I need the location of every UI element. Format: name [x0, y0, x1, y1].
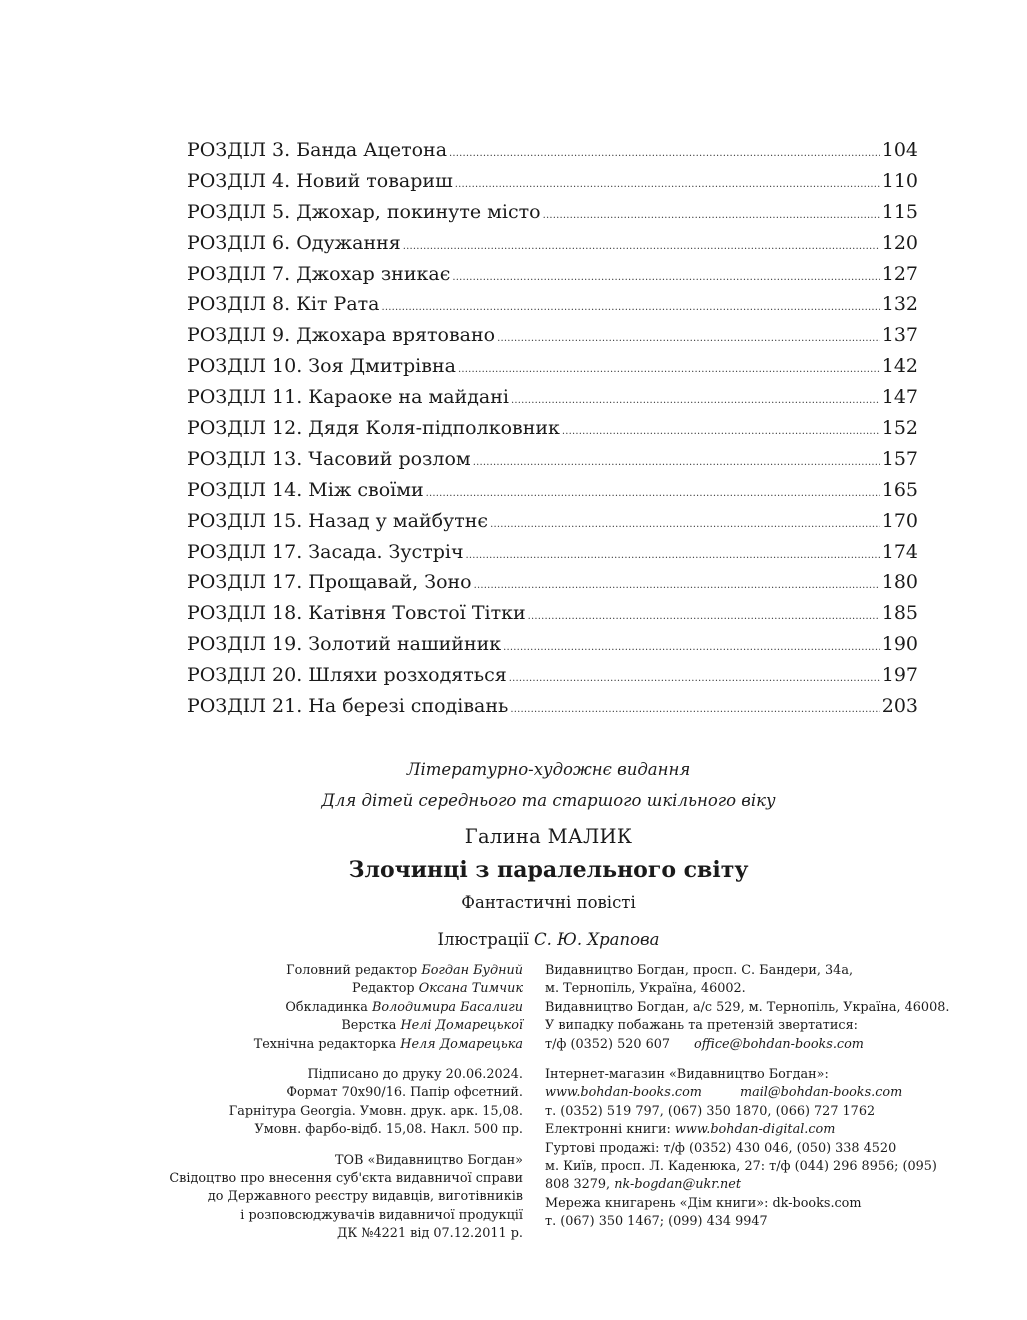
publisher-column — [545, 962, 965, 1232]
credit-role: Верстка — [341, 1018, 397, 1034]
shop-phones: т. (0352) 519 797, (067) 350 1870, (066) 727 1762 — [545, 1103, 876, 1119]
credit-person: Оксана Тимчик — [418, 981, 523, 997]
toc-entry — [187, 263, 918, 294]
publisher-address: Видавництво Богдан, просп. С. Бандери, 34а, — [545, 963, 854, 978]
toc-entry-title: РОЗДІЛ 13. Часовий розлом — [187, 447, 471, 470]
credit-role: Технічна редакторка — [253, 1036, 397, 1052]
toc-leader-dots — [562, 426, 880, 437]
certificate-line: і розповсюджувачів видавничої продукції — [240, 1207, 523, 1223]
shop-site: www.bohdan-books.com — [545, 1085, 702, 1101]
toc-leader-dots — [452, 272, 879, 283]
kyiv-contacts — [545, 1176, 965, 1194]
toc-entry-title: РОЗДІЛ 6. Одужання — [187, 231, 401, 254]
toc-entry-title: РОЗДІЛ 19. Золотий нашийник — [187, 633, 502, 656]
toc-leader-dots — [474, 580, 880, 591]
toc-entry-page: 180 — [881, 571, 918, 594]
publisher-postbox: Видавництво Богдан, а/с 529, м. Тернопіль, Україна, 46008. — [545, 999, 950, 1015]
shop-email: mail@bohdan-books.com — [739, 1085, 903, 1101]
toc-entry-title: РОЗДІЛ 11. Караоке на майдані — [187, 386, 509, 409]
toc-entry — [187, 170, 918, 201]
toc-entry-title: РОЗДІЛ 10. Зоя Дмитрівна — [187, 355, 456, 378]
toc-entry-title: РОЗДІЛ 5. Джохар, покинуте місто — [187, 200, 541, 223]
certificate-line: до Державного реєстру видавців, виготівників — [207, 1189, 523, 1205]
bookstore-network: Мережа книгарень «Дім книги»: dk-books.com — [545, 1195, 862, 1211]
toc-entry-page: 132 — [881, 293, 918, 316]
print-info-line: Умовн. фарбо-відб. 15,08. Накл. 500 пр. — [254, 1122, 523, 1138]
toc-leader-dots — [382, 302, 880, 313]
toc-entry-page: 147 — [881, 386, 918, 409]
toc-entry — [187, 664, 918, 695]
credit-line — [163, 1036, 523, 1054]
toc-entry-title: РОЗДІЛ 12. Дядя Коля-підполковник — [187, 417, 560, 440]
toc-entry-page: 120 — [881, 231, 918, 254]
credit-line — [163, 999, 523, 1017]
shop-label: Інтернет-магазин «Видавництво Богдан»: — [545, 1067, 829, 1083]
toc-leader-dots — [449, 148, 880, 159]
shop-web — [545, 1084, 965, 1102]
illustrations-credit — [0, 930, 1027, 949]
publisher-address: м. Тернопіль, Україна, 46002. — [545, 981, 746, 997]
complaints-note: У випадку побажань та претензій звертатися: — [545, 1018, 858, 1034]
toc-entry — [187, 417, 918, 448]
print-info-line: Гарнітура Georgia. Умовн. друк. арк. 15,08. — [228, 1103, 523, 1119]
toc-leader-dots — [466, 550, 880, 561]
credit-line — [163, 962, 523, 980]
print-info-line: Формат 70х90/16. Папір офсетний. — [286, 1085, 523, 1101]
toc-entry-title: РОЗДІЛ 14. Між своїми — [187, 478, 424, 501]
toc-entry — [187, 541, 918, 572]
toc-entry-page: 110 — [881, 169, 918, 192]
toc-leader-dots — [455, 179, 880, 190]
ebooks-label: Електронні книги: — [545, 1122, 671, 1138]
toc-entry-title: РОЗДІЛ 17. Засада. Зустріч — [187, 540, 464, 563]
credit-role: Обкладинка — [285, 999, 368, 1015]
toc-entry-page: 165 — [881, 478, 918, 501]
toc-leader-dots — [458, 364, 880, 375]
credit-role: Головний редактор — [286, 963, 418, 978]
toc-leader-dots — [497, 333, 880, 344]
toc-entry — [187, 355, 918, 386]
toc-entry-page: 142 — [881, 355, 918, 378]
toc-entry — [187, 602, 918, 633]
publisher-phone: т/ф (0352) 520 607 — [545, 1036, 671, 1052]
toc-leader-dots — [511, 395, 880, 406]
toc-entry — [187, 633, 918, 664]
publisher-email: office@bohdan-books.com — [694, 1036, 864, 1052]
credit-person: Богдан Будний — [421, 963, 523, 978]
toc-leader-dots — [503, 642, 880, 653]
publisher-contacts — [545, 1036, 965, 1054]
toc-leader-dots — [528, 611, 880, 622]
certificate-line: ДК №4221 від 07.12.2011 р. — [337, 1226, 523, 1242]
toc-entry — [187, 510, 918, 541]
toc-entry-title: РОЗДІЛ 15. Назад у майбутнє — [187, 509, 489, 532]
toc-entry-page: 203 — [881, 695, 918, 718]
edition-genre: Літературно-художнє видання — [406, 760, 691, 779]
certificate-line: ТОВ «Видавництво Богдан» — [335, 1152, 523, 1168]
credit-role: Редактор — [351, 981, 415, 997]
toc-entry — [187, 571, 918, 602]
toc-entry-page: 190 — [881, 633, 918, 656]
author-name: Галина МАЛИК — [464, 825, 633, 848]
toc-entry-title: РОЗДІЛ 18. Катівня Товстої Тітки — [187, 602, 526, 625]
illustrations-label: Ілюстрації — [437, 930, 529, 949]
certificate-line: Свідоцтво про внесення суб'єкта видавничої справи — [169, 1171, 523, 1187]
credit-person: Володимира Басалиги — [372, 999, 523, 1015]
toc-entry-page: 152 — [881, 417, 918, 440]
toc-entry — [187, 695, 918, 726]
toc-entry-title: РОЗДІЛ 3. Банда Ацетона — [187, 139, 448, 161]
table-of-contents — [187, 139, 918, 726]
toc-leader-dots — [473, 457, 880, 468]
toc-entry-title: РОЗДІЛ 17. Прощавай, Зоно — [187, 571, 472, 594]
ebooks-site: www.bohdan-digital.com — [674, 1122, 836, 1138]
target-age: Для дітей середнього та старшого шкільного віку — [321, 791, 776, 810]
toc-entry-page: 197 — [881, 664, 918, 687]
toc-entry-page: 104 — [881, 139, 918, 161]
toc-entry-page: 115 — [881, 200, 918, 223]
toc-leader-dots — [543, 210, 880, 221]
toc-leader-dots — [510, 704, 879, 715]
toc-entry — [187, 139, 918, 170]
credit-line — [163, 1017, 523, 1035]
wholesale-line: Гуртові продажі: т/ф (0352) 430 046, (050) 338 4520 — [545, 1140, 897, 1156]
print-info-line: Підписано до друку 20.06.2024. — [307, 1067, 523, 1083]
toc-entry-title: РОЗДІЛ 21. На березі сподівань — [187, 695, 509, 718]
toc-entry-title: РОЗДІЛ 20. Шляхи розходяться — [187, 664, 507, 687]
toc-leader-dots — [490, 519, 880, 530]
kyiv-email: nk-bogdan@ukr.net — [614, 1177, 741, 1193]
credit-person: Нелі Домарецької — [400, 1018, 523, 1034]
bookstore-phones: т. (067) 350 1467; (099) 434 9947 — [545, 1214, 768, 1230]
toc-entry — [187, 448, 918, 479]
toc-leader-dots — [509, 673, 880, 684]
toc-entry-title: РОЗДІЛ 7. Джохар зникає — [187, 262, 451, 285]
book-title: Злочинці з паралельного світу — [348, 857, 749, 883]
credit-line — [163, 980, 523, 998]
toc-entry-page: 185 — [881, 602, 918, 625]
toc-entry-title: РОЗДІЛ 8. Кіт Рата — [187, 293, 380, 316]
toc-entry-page: 174 — [881, 540, 918, 563]
kyiv-address: м. Київ, просп. Л. Каденюка, 27: т/ф (044) 296 8956; (095) — [545, 1159, 937, 1175]
toc-entry — [187, 324, 918, 355]
toc-entry-page: 157 — [881, 447, 918, 470]
toc-entry-title: РОЗДІЛ 4. Новий товариш — [187, 169, 453, 192]
kyiv-phone: 808 3279, — [545, 1177, 611, 1193]
toc-entry — [187, 293, 918, 324]
toc-entry — [187, 201, 918, 232]
toc-entry-page: 137 — [881, 324, 918, 347]
toc-leader-dots — [426, 488, 880, 499]
toc-leader-dots — [403, 241, 880, 252]
toc-entry-page: 127 — [881, 262, 918, 285]
toc-entry — [187, 386, 918, 417]
toc-entry — [187, 479, 918, 510]
toc-entry-page: 170 — [881, 509, 918, 532]
book-subtitle: Фантастичні повісті — [461, 893, 636, 912]
toc-entry-title: РОЗДІЛ 9. Джохара врятовано — [187, 324, 496, 347]
credit-person: Неля Домарецька — [400, 1036, 523, 1052]
toc-entry — [187, 232, 918, 263]
credits-column — [163, 962, 523, 1244]
illustrator-name: С. Ю. Храпова — [534, 930, 660, 949]
ebooks-line — [545, 1121, 965, 1139]
